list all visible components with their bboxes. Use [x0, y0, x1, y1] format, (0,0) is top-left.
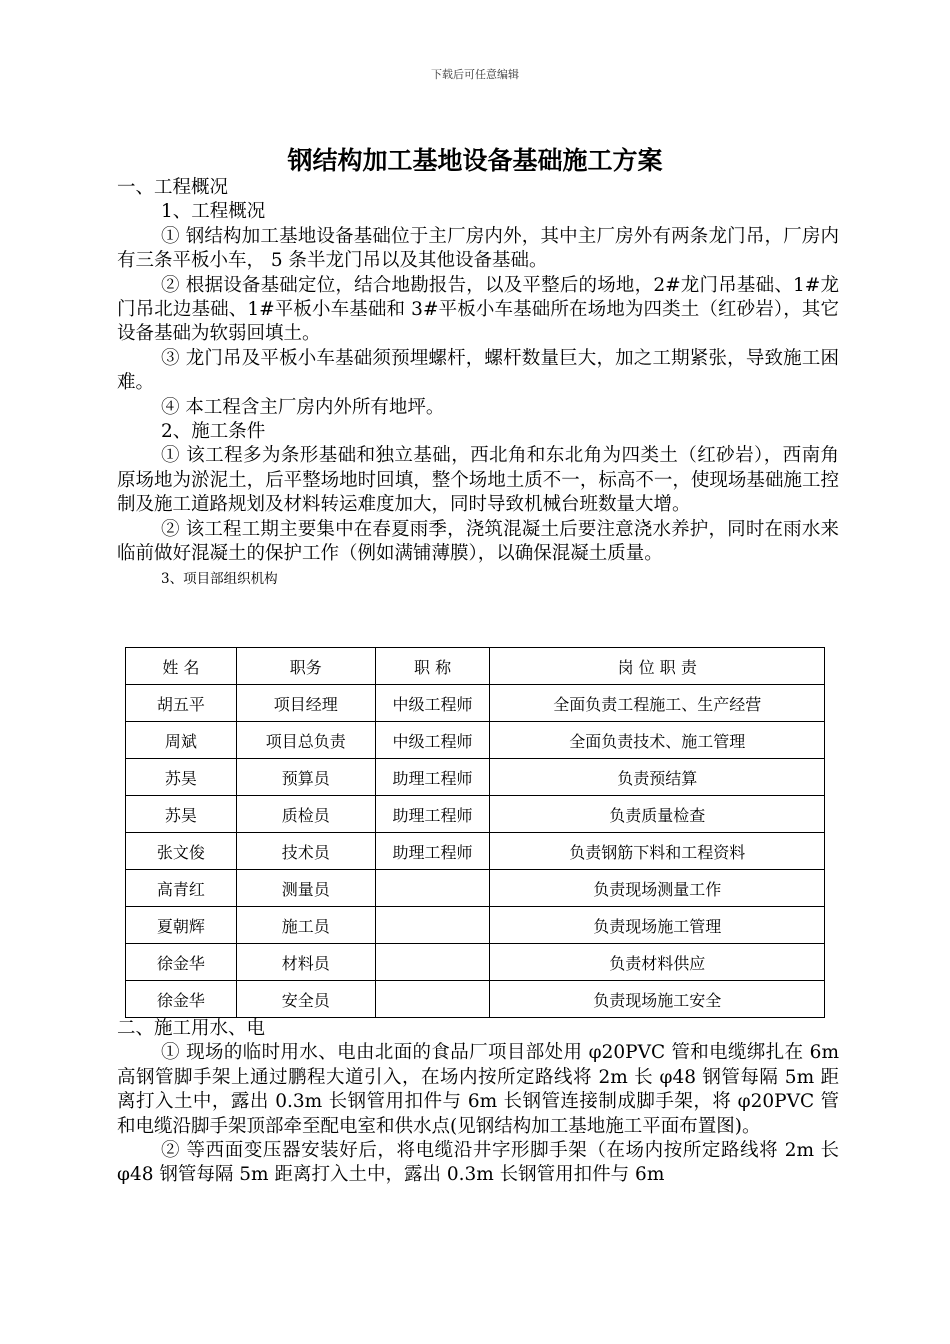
table-row — [126, 907, 825, 944]
table-cell: 负责现场施工安全 — [490, 981, 825, 1018]
table-cell: 施工员 — [236, 907, 375, 944]
table-cell: 中级工程师 — [375, 685, 490, 722]
table-header-cell: 职 称 — [375, 648, 490, 685]
table-cell: 助理工程师 — [375, 796, 490, 833]
table-cell: 徐金华 — [126, 944, 237, 981]
paragraph-1: ① 钢结构加工基地设备基础位于主厂房内外，其中主厂房外有两条龙门吊，厂房内有三条平板小车， 5 条半龙门吊以及其他设备基础。 — [117, 225, 839, 272]
table-cell: 预算员 — [236, 759, 375, 796]
org-table — [125, 647, 825, 1018]
section-2-heading: 二、施工用水、电 — [117, 1018, 266, 1039]
table-cell: 助理工程师 — [375, 833, 490, 870]
paragraph-5: ① 该工程多为条形基础和独立基础，西北角和东北角为四类土（红砂岩），西南角原场地为淤泥土，后平整场地时回填，整个场地土质不一，标高不一，使现场基础施工控制及施工道路规划及材料转运难度加大，同时导致机械台班数量大增。 — [117, 445, 839, 516]
table-cell: 安全员 — [236, 981, 375, 1018]
section-1-heading: 一、工程概况 — [117, 177, 229, 198]
table-cell: 全面负责技术、施工管理 — [490, 722, 825, 759]
table-cell: 全面负责工程施工、生产经营 — [490, 685, 825, 722]
table-cell: 夏朝辉 — [126, 907, 237, 944]
table-header-cell: 姓 名 — [126, 648, 237, 685]
subheading-2: 2、施工条件 — [161, 421, 266, 443]
paragraph-6: ② 该工程工期主要集中在春夏雨季，浇筑混凝土后要注意浇水养护，同时在雨水来临前做好混凝土的保护工作（例如满铺薄膜），以确保混凝土质量。 — [117, 518, 839, 565]
table-cell: 负责预结算 — [490, 759, 825, 796]
table-row — [126, 833, 825, 870]
table-cell — [375, 907, 490, 944]
table-header-row — [126, 648, 825, 685]
table-row — [126, 796, 825, 833]
paragraph-2: ② 根据设备基础定位，结合地勘报告，以及平整后的场地，2#龙门吊基础、1#龙门吊北边基础、1#平板小车基础和 3#平板小车基础所在场地为四类土（红砂岩），其它设备基础为软弱回填土。 — [117, 274, 839, 345]
table-cell — [375, 981, 490, 1018]
table-cell: 张文俊 — [126, 833, 237, 870]
table-cell: 助理工程师 — [375, 759, 490, 796]
paragraph-8: ② 等西面变压器安装好后，将电缆沿井字形脚手架（在场内按所定路线将 2m 长 φ48 钢管每隔 5m 距离打入土中，露出 0.3m 长钢管用扣件与 6m — [117, 1140, 839, 1186]
paragraph-3: ③ 龙门吊及平板小车基础须预埋螺杆，螺杆数量巨大，加之工期紧张，导致施工困难。 — [117, 347, 839, 394]
table-cell: 负责质量检查 — [490, 796, 825, 833]
table-cell: 测量员 — [236, 870, 375, 907]
table-cell: 项目经理 — [236, 685, 375, 722]
table-cell: 苏昊 — [126, 796, 237, 833]
table-row — [126, 944, 825, 981]
table-cell: 质检员 — [236, 796, 375, 833]
table-cell — [375, 944, 490, 981]
table-header-cell: 岗 位 职 责 — [490, 648, 825, 685]
table-row — [126, 981, 825, 1018]
table-cell: 负责现场施工管理 — [490, 907, 825, 944]
table-cell — [375, 870, 490, 907]
table-cell: 徐金华 — [126, 981, 237, 1018]
table-row — [126, 870, 825, 907]
paragraph-4: ④ 本工程含主厂房内外所有地坪。 — [161, 396, 445, 418]
table-cell: 项目总负责 — [236, 722, 375, 759]
subheading-3: 3、项目部组织机构 — [161, 570, 278, 587]
table-cell: 中级工程师 — [375, 722, 490, 759]
section-1 — [117, 176, 839, 589]
table-cell: 高青红 — [126, 870, 237, 907]
table-cell: 材料员 — [236, 944, 375, 981]
document-title: 钢结构加工基地设备基础施工方案 — [287, 146, 663, 175]
table-cell: 技术员 — [236, 833, 375, 870]
table-cell: 苏昊 — [126, 759, 237, 796]
table-cell: 负责钢筋下料和工程资料 — [490, 833, 825, 870]
paragraph-7: ① 现场的临时用水、电由北面的食品厂项目部处用 φ20PVC 管和电缆绑扎在 6m 高钢管脚手架上通过鹏程大道引入，在场内按所定路线将 2m 长 φ48 钢管每隔 5m 距离打入土中，露出 0.3m 长钢管用扣件与 6m 长钢管连接制成脚手架，将 φ20PVC 管和电缆沿脚手架顶部牵至配电室和供水点(见钢结构加工基地施工平面布置图)。 — [117, 1042, 839, 1137]
table-header-cell: 职务 — [236, 648, 375, 685]
table-row — [126, 722, 825, 759]
table-row — [126, 759, 825, 796]
section-2 — [117, 1017, 839, 1188]
table-cell: 负责材料供应 — [490, 944, 825, 981]
table-cell: 负责现场测量工作 — [490, 870, 825, 907]
table-row — [126, 685, 825, 722]
table-cell: 胡五平 — [126, 685, 237, 722]
table-cell: 周斌 — [126, 722, 237, 759]
header-note: 下载后可任意编辑 — [431, 68, 519, 81]
subheading-1: 1、工程概况 — [161, 201, 266, 223]
